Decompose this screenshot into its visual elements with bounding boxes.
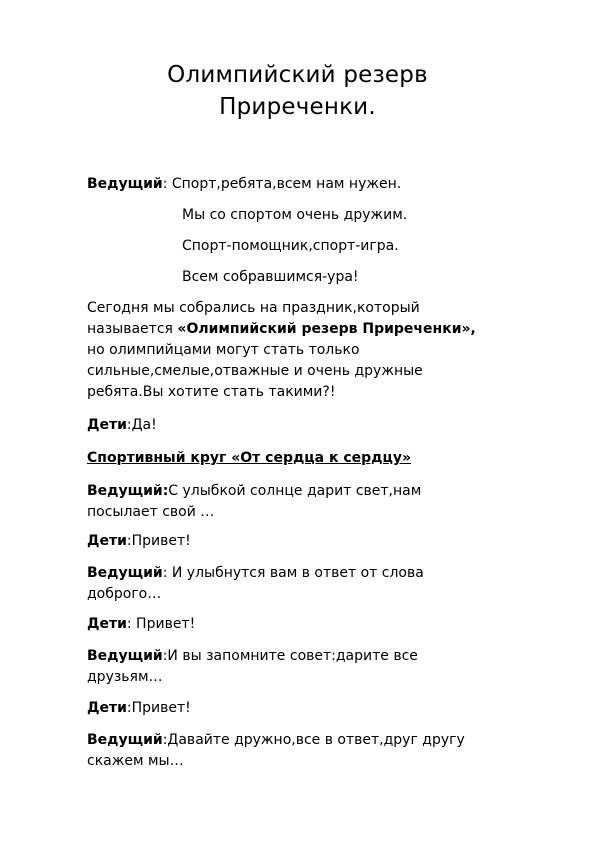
verse-line-4: Всем собравшимся-ура!	[182, 269, 359, 285]
speaker-host: Ведущий	[87, 565, 163, 581]
speaker-separator: :	[162, 176, 172, 192]
host-line-2a	[87, 481, 527, 502]
reply-text: : Привет!	[126, 616, 196, 632]
document-title-line-1: Олимпийский резерв	[167, 62, 428, 88]
announce-line-3: но олимпийцами могут стать только	[87, 342, 360, 358]
verse-line-3: Спорт-помощник,спорт-игра.	[182, 238, 399, 254]
kids-reply-3	[87, 614, 527, 635]
announce-line-5: ребята.Вы хотите стать такими?!	[87, 384, 336, 400]
host-text: :И вы запомните совет:дарите все	[162, 648, 418, 664]
host-text: : И улыбнутся вам в ответ от слова	[162, 565, 424, 581]
host-text: :Давайте дружно,все в ответ,друг другу	[162, 732, 465, 748]
speaker-kids: Дети	[87, 616, 127, 632]
host-line-4b: друзьям…	[87, 669, 163, 685]
speaker-host: Ведущий	[87, 648, 163, 664]
host-line-3b: доброго…	[87, 586, 162, 602]
speaker-host: Ведущий:	[87, 483, 169, 499]
announce-line-1: Сегодня мы собрались на праздник,который	[87, 300, 420, 316]
announce-line-2	[87, 319, 527, 340]
speaker-host: Ведущий	[87, 176, 163, 192]
host-line-2b: посылает свой …	[87, 504, 215, 520]
document-title-line-2	[0, 92, 595, 122]
speaker-kids: Дети	[87, 533, 127, 549]
speaker-host: Ведущий	[87, 732, 163, 748]
intro-line	[87, 174, 527, 195]
host-line-3a	[87, 563, 527, 584]
verse-line-2: Мы со спортом очень дружим.	[182, 207, 408, 223]
speaker-kids: Дети	[87, 417, 127, 433]
kids-reply-2	[87, 531, 527, 552]
section-heading: Спортивный круг «От сердца к сердцу»	[87, 450, 412, 466]
speaker-kids: Дети	[87, 700, 127, 716]
host-line-5b: скажем мы…	[87, 753, 184, 769]
verse-line-1: Спорт,ребята,всем нам нужен.	[171, 176, 402, 192]
host-line-5a	[87, 730, 527, 751]
title-period: .	[368, 94, 376, 120]
host-line-4a	[87, 646, 527, 667]
host-text: С улыбкой солнце дарит свет,нам	[168, 483, 422, 499]
reply-text: :Да!	[126, 417, 157, 433]
title-text: Приреченки	[219, 94, 369, 120]
reply-text: :Привет!	[126, 533, 191, 549]
kids-reply-1	[87, 415, 527, 436]
announce-line-4: сильные,смелые,отважные и очень дружные	[87, 363, 423, 379]
announce-prefix: называется	[87, 321, 178, 337]
kids-reply-4	[87, 698, 527, 719]
reply-text: :Привет!	[126, 700, 191, 716]
event-name: «Олимпийский резерв Приреченки»,	[177, 321, 476, 337]
